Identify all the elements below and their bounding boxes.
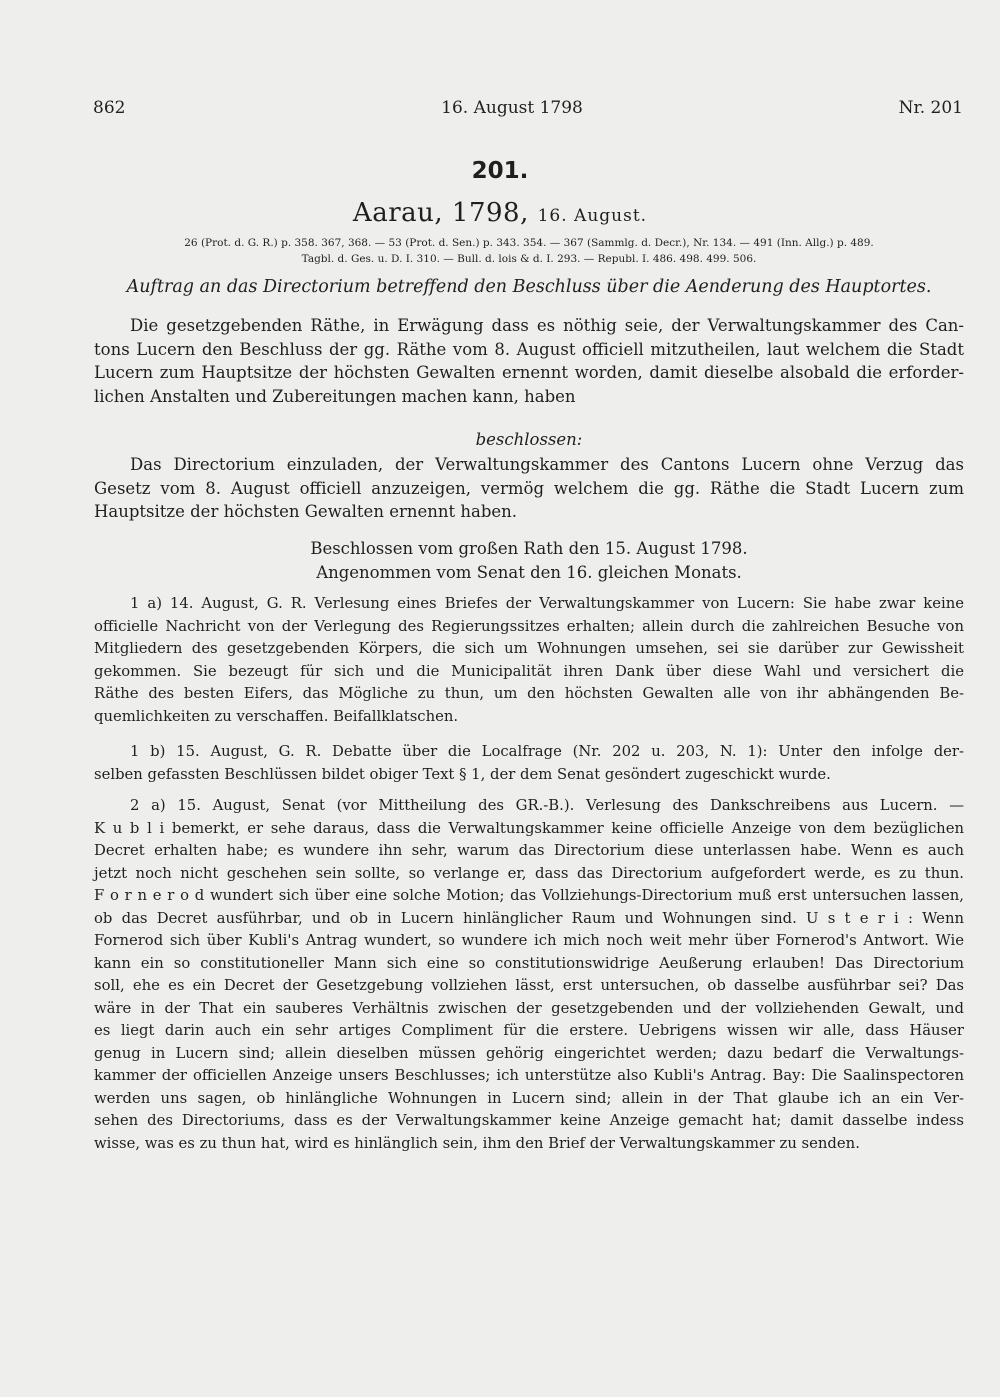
document-number: 201. <box>471 158 529 184</box>
minutes-1b <box>94 741 964 786</box>
day: 16. August. <box>537 206 648 226</box>
minutes-line: jetzt noch nicht geschehen sein sollte, so verlange er, dass das Directorium aufgefordert werde, es zu thun. <box>94 864 964 882</box>
minutes-line: es liegt darin auch ein sehr artiges Compliment für die erstere. Uebrigens wissen wir alle, dass Häuser <box>94 1022 964 1039</box>
minutes-line: kann ein so constitutioneller Mann sich eine so constitutionswidrige Aeußerung erlauben! Das Directorium <box>94 954 964 972</box>
resolution-line: Hauptsitze der höchsten Gewalten ernennt haben. <box>94 502 518 521</box>
preamble-line: Lucern zum Hauptsitze der höchsten Gewalten ernennt worden, damit dieselbe alsobald die erforder- <box>94 363 964 382</box>
preamble-line: Die gesetzgebenden Räthe, in Erwägung dass es nöthig seie, der Verwaltungskammer des Can- <box>130 316 964 335</box>
preamble-line: lichen Anstalten und Zubereitungen machen kann, haben <box>94 386 576 406</box>
minutes-line: wäre in der That ein sauberes Verhältnis zwischen der gesetzgebenden und der vollziehenden Gewalt, und <box>94 999 964 1017</box>
minutes-line: sehen des Directoriums, dass es der Verwaltungskammer keine Anzeige gemacht hat; damit dasselbe indess <box>94 1112 964 1129</box>
preamble <box>94 314 964 408</box>
header-date: 16. August 1798 <box>441 98 583 118</box>
reference-line: 26 (Prot. d. G. R.) p. 358. 367, 368. — 53 (Prot. d. Sen.) p. 343. 354. — 367 (Sammlg. d. Decr.), Nr. 134. — 491 (Inn. Allg.) p. 489. <box>184 237 874 249</box>
minutes-line: gekommen. Sie bezeugt für sich und die Municipalität ihren Dank über diese Wahl und versichert die <box>94 662 964 680</box>
resolved-heading: beschlossen: <box>475 430 583 449</box>
dateline <box>0 198 1000 228</box>
document-subject: Auftrag an das Directorium betreffend den Beschluss über die Aenderung des Hauptortes. <box>126 277 932 297</box>
minutes-line: 2 a) 15. August, Senat (vor Mittheilung des GR.-B.). Verlesung des Dankschreibens aus Lucern. — <box>130 797 964 814</box>
enactment <box>94 537 964 584</box>
resolved-heading-block <box>94 428 964 452</box>
minutes-line: 1 b) 15. August, G. R. Debatte über die Localfrage (Nr. 202 u. 203, N. 1): Unter den infolge der- <box>130 743 964 760</box>
source-references <box>94 235 964 267</box>
resolution <box>94 453 964 524</box>
page-number: 862 <box>93 98 126 118</box>
minutes-line: genug in Lucern sind; allein dieselben müssen gehörig eingerichtet werden; dazu bedarf die Verwaltungs- <box>94 1044 964 1062</box>
resolution-line: Das Directorium einzuladen, der Verwaltungskammer des Cantons Lucern ohne Verzug das <box>130 455 964 474</box>
header-doc-ref: Nr. 201 <box>898 98 963 118</box>
minutes-line: Räthe des besten Eifers, das Mögliche zu thun, um den höchsten Gewalten alle von ihr abhängenden Be- <box>94 685 964 702</box>
minutes-line: F o r n e r o d wundert sich über eine solche Motion; das Vollziehungs-Directorium muß erst untersuchen lassen, <box>94 887 964 904</box>
reference-line: Tagbl. d. Ges. u. D. I. 310. — Bull. d. lois & d. I. 293. — Republ. I. 486. 498. 499. 506. <box>301 253 757 265</box>
minutes-line: werden uns sagen, ob hinlängliche Wohnungen in Lucern sind; allein in der That glaube ich an ein Ver- <box>94 1089 964 1107</box>
enactment-line: Angenommen vom Senat den 16. gleichen Monats. <box>316 562 742 582</box>
minutes-1a <box>94 593 964 728</box>
minutes-line: Mitgliedern des gesetzgebenden Körpers, die sich um Wohnungen umsehen, sei sie darüber zur Gewissheit <box>94 640 964 657</box>
minutes-line: selben gefassten Beschlüssen bildet obiger Text § 1, der dem Senat gesöndert zugeschickt wurde. <box>94 765 831 783</box>
enactment-line: Beschlossen vom großen Rath den 15. August 1798. <box>310 539 748 558</box>
minutes-line: kammer der officiellen Anzeige unsers Beschlusses; ich unterstütze also Kubli's Antrag. Bay: Die Saalinspectoren <box>94 1067 964 1084</box>
preamble-line: tons Lucern den Beschluss der gg. Räthe vom 8. August officiell mitzutheilen, laut welchem die Stadt <box>94 339 964 359</box>
minutes-line: wisse, was es zu thun hat, wird es hinlänglich sein, ihm den Brief der Verwaltungskammer zu senden. <box>94 1134 860 1152</box>
minutes-line: ob das Decret ausführbar, und ob in Lucern hinlänglicher Raum und Wohnungen sind. U s t e r i : Wenn <box>94 909 964 927</box>
minutes-line: officielle Nachricht von der Verlegung des Regierungssitzes erhalten; allein durch die zahlreichen Besuche von <box>94 617 964 635</box>
place-year: Aarau, 1798, <box>352 198 529 228</box>
minutes-line: Fornerod sich über Kubli's Antrag wundert, so wundere ich mich noch weit mehr über Fornerod's Antwort. Wie <box>94 932 964 949</box>
minutes-line: quemlichkeiten zu verschaffen. Beifallklatschen. <box>94 707 459 725</box>
minutes-line: Decret erhalten habe; es wundere ihn sehr, warum das Directorium diese unterlassen habe. Wenn es auch <box>94 842 964 859</box>
running-header <box>93 98 963 118</box>
minutes-line: 1 a) 14. August, G. R. Verlesung eines Briefes der Verwaltungskammer von Lucern: Sie habe zwar keine <box>130 595 964 612</box>
minutes-line: soll, ehe es ein Decret der Gesetzgebung vollziehen lässt, erst untersuchen, ob dasselbe ausführbar sei? Das <box>94 977 964 994</box>
resolution-line: Gesetz vom 8. August officiell anzuzeigen, vermög welchem die gg. Räthe die Stadt Lucern zum <box>94 478 964 498</box>
minutes-2a <box>94 795 964 1155</box>
minutes-line: K u b l i bemerkt, er sehe daraus, dass die Verwaltungskammer keine officielle Anzeige von dem bezüglichen <box>94 819 964 837</box>
